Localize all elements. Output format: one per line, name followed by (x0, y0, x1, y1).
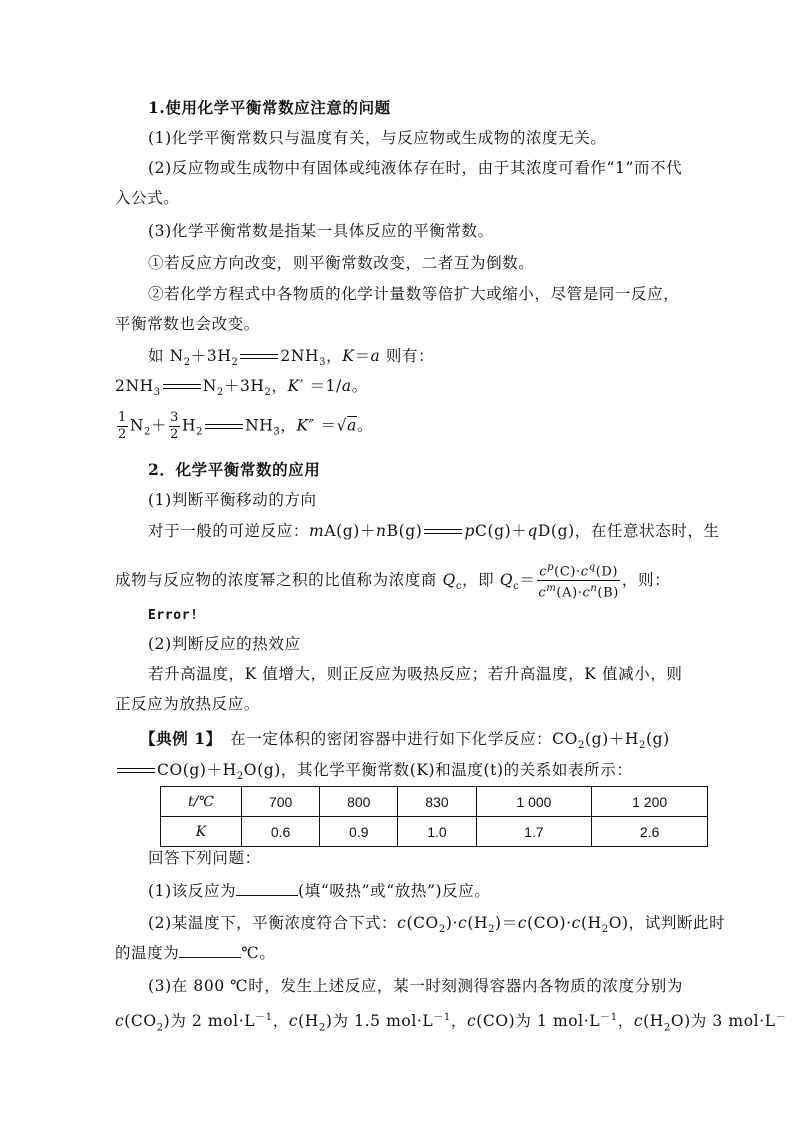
table-cell: 0.9 (320, 817, 398, 847)
table-cell: 1 000 (476, 787, 592, 817)
table-cell: 1.7 (476, 817, 592, 847)
table-cell: 1 200 (592, 787, 708, 817)
k-temperature-table (160, 786, 708, 847)
equation-example-1: 如 $N_2+3H_2$ $2NH_3$，K＝a 则有： (148, 347, 435, 369)
question-3-line2: $c(CO_2)$为 2 $mol\cdot L^{-1}$，$c(H_2)$为 1.5 $mol\cdot L^{-1}$，c(CO)为 1 $mol\cdot L^{-1}$，$c(H_2O)$为 3 mol·L－ (115, 1012, 787, 1034)
table-cell: 800 (320, 787, 398, 817)
section2-para2-line1: 若升高温度，K 值增大，则正反应为吸热反应；若升高温度，K 值减小，则 (148, 665, 683, 683)
section2-para1-line2: 成物与反应物的浓度幂之积的比值称为浓度商 $Q_c$，即 $Q_c=$ $\frac{c^p(C)\cdot c^q(D)}{c^m(A)\cdot c^n(B)}$ ，则： (115, 562, 671, 601)
section2-para1-line1: 对于一般的可逆反应：mA(g)＋nB(g) pC(g)＋qD(g)，在任意状态时，生 (148, 522, 720, 540)
section2-subtitle2: (2)判断反应的热效应 (148, 635, 301, 653)
example1-line1: 【典例 1】 在一定体积的密闭容器中进行如下化学反应：$CO_2(g)+H_2(g)$ (140, 729, 670, 752)
section1-point2-line1: (2)反应物或生成物中有固体或纯液体存在时，由于其浓度可看作“1”而不代 (148, 159, 683, 177)
example1-line2: $CO(g)+H_2O(g)$，其化学平衡常数(K)和温度(t)的关系如表所示： (115, 760, 632, 787)
table-row (161, 817, 708, 847)
section1-point2-line2: 入公式。 (115, 189, 180, 207)
table-row (161, 787, 708, 817)
section1-point1: (1)化学平衡常数只与温度有关，与反应物或生成物的浓度无关。 (148, 129, 607, 147)
answer-blank[interactable] (179, 943, 241, 958)
table-cell: 1.0 (398, 817, 476, 847)
section1-point5-line2: 平衡常数也会改变。 (115, 315, 260, 333)
section1-point5-line1: ②若化学方程式中各物质的化学计量数等倍扩大或缩小，尽管是同一反应， (148, 285, 680, 303)
question-3-line1: (3)在 800 ℃时，发生上述反应，某一时刻测得容器内各物质的浓度分别为 (148, 977, 683, 995)
table-header-temperature: t/℃ (161, 787, 242, 817)
question-2-line1: (2)某温度下，平衡浓度符合下式：$c(CO_2)\cdot c(H_2)=c(CO)\cdot c(H_2O)$，试判断此时 (148, 914, 726, 936)
reversible-arrow-icon (424, 526, 462, 538)
question-1: (1)该反应为 (填“吸热”或“放热”)反应。 (148, 882, 491, 900)
table-cell: 0.6 (242, 817, 320, 847)
question-2-line2: 的温度为 ℃。 (115, 944, 276, 962)
reversible-arrow-icon (205, 421, 243, 433)
table-cell: 830 (398, 787, 476, 817)
error-text: Error! (148, 608, 199, 623)
reversible-arrow-icon (117, 765, 155, 777)
section2-title: 2．化学平衡常数的应用 (148, 460, 321, 479)
section2-para2-line2: 正反应为放热反应。 (115, 695, 260, 713)
section1-point4: ①若反应方向改变，则平衡常数改变，二者互为倒数。 (148, 254, 535, 272)
equation-example-3: $\frac{1}{2}$ $N_2+$ $\frac{3}{2}$ $H_2$ $NH_3$，K″ ＝√a。 (118, 410, 374, 442)
table-header-k: K (161, 817, 242, 847)
answer-prompt: 回答下列问题： (148, 849, 261, 867)
reaction-quotient-fraction: $\frac{c^p(C)\cdot c^q(D)}{c^m(A)\cdot c^n(B)}$ (538, 562, 619, 601)
reversible-arrow-icon (163, 381, 201, 393)
table-cell: 700 (242, 787, 320, 817)
table-cell: 2.6 (592, 817, 708, 847)
section1-point3: (3)化学平衡常数是指某一具体反应的平衡常数。 (148, 222, 494, 240)
equation-example-2: $2NH_3$ $N_2+3H_2$，K′ ＝1/a。 (115, 377, 368, 399)
section1-title: 1.使用化学平衡常数应注意的问题 (148, 98, 391, 117)
section2-subtitle1: (1)判断平衡移动的方向 (148, 491, 317, 509)
answer-blank[interactable] (236, 881, 298, 896)
reversible-arrow-icon (240, 351, 278, 363)
